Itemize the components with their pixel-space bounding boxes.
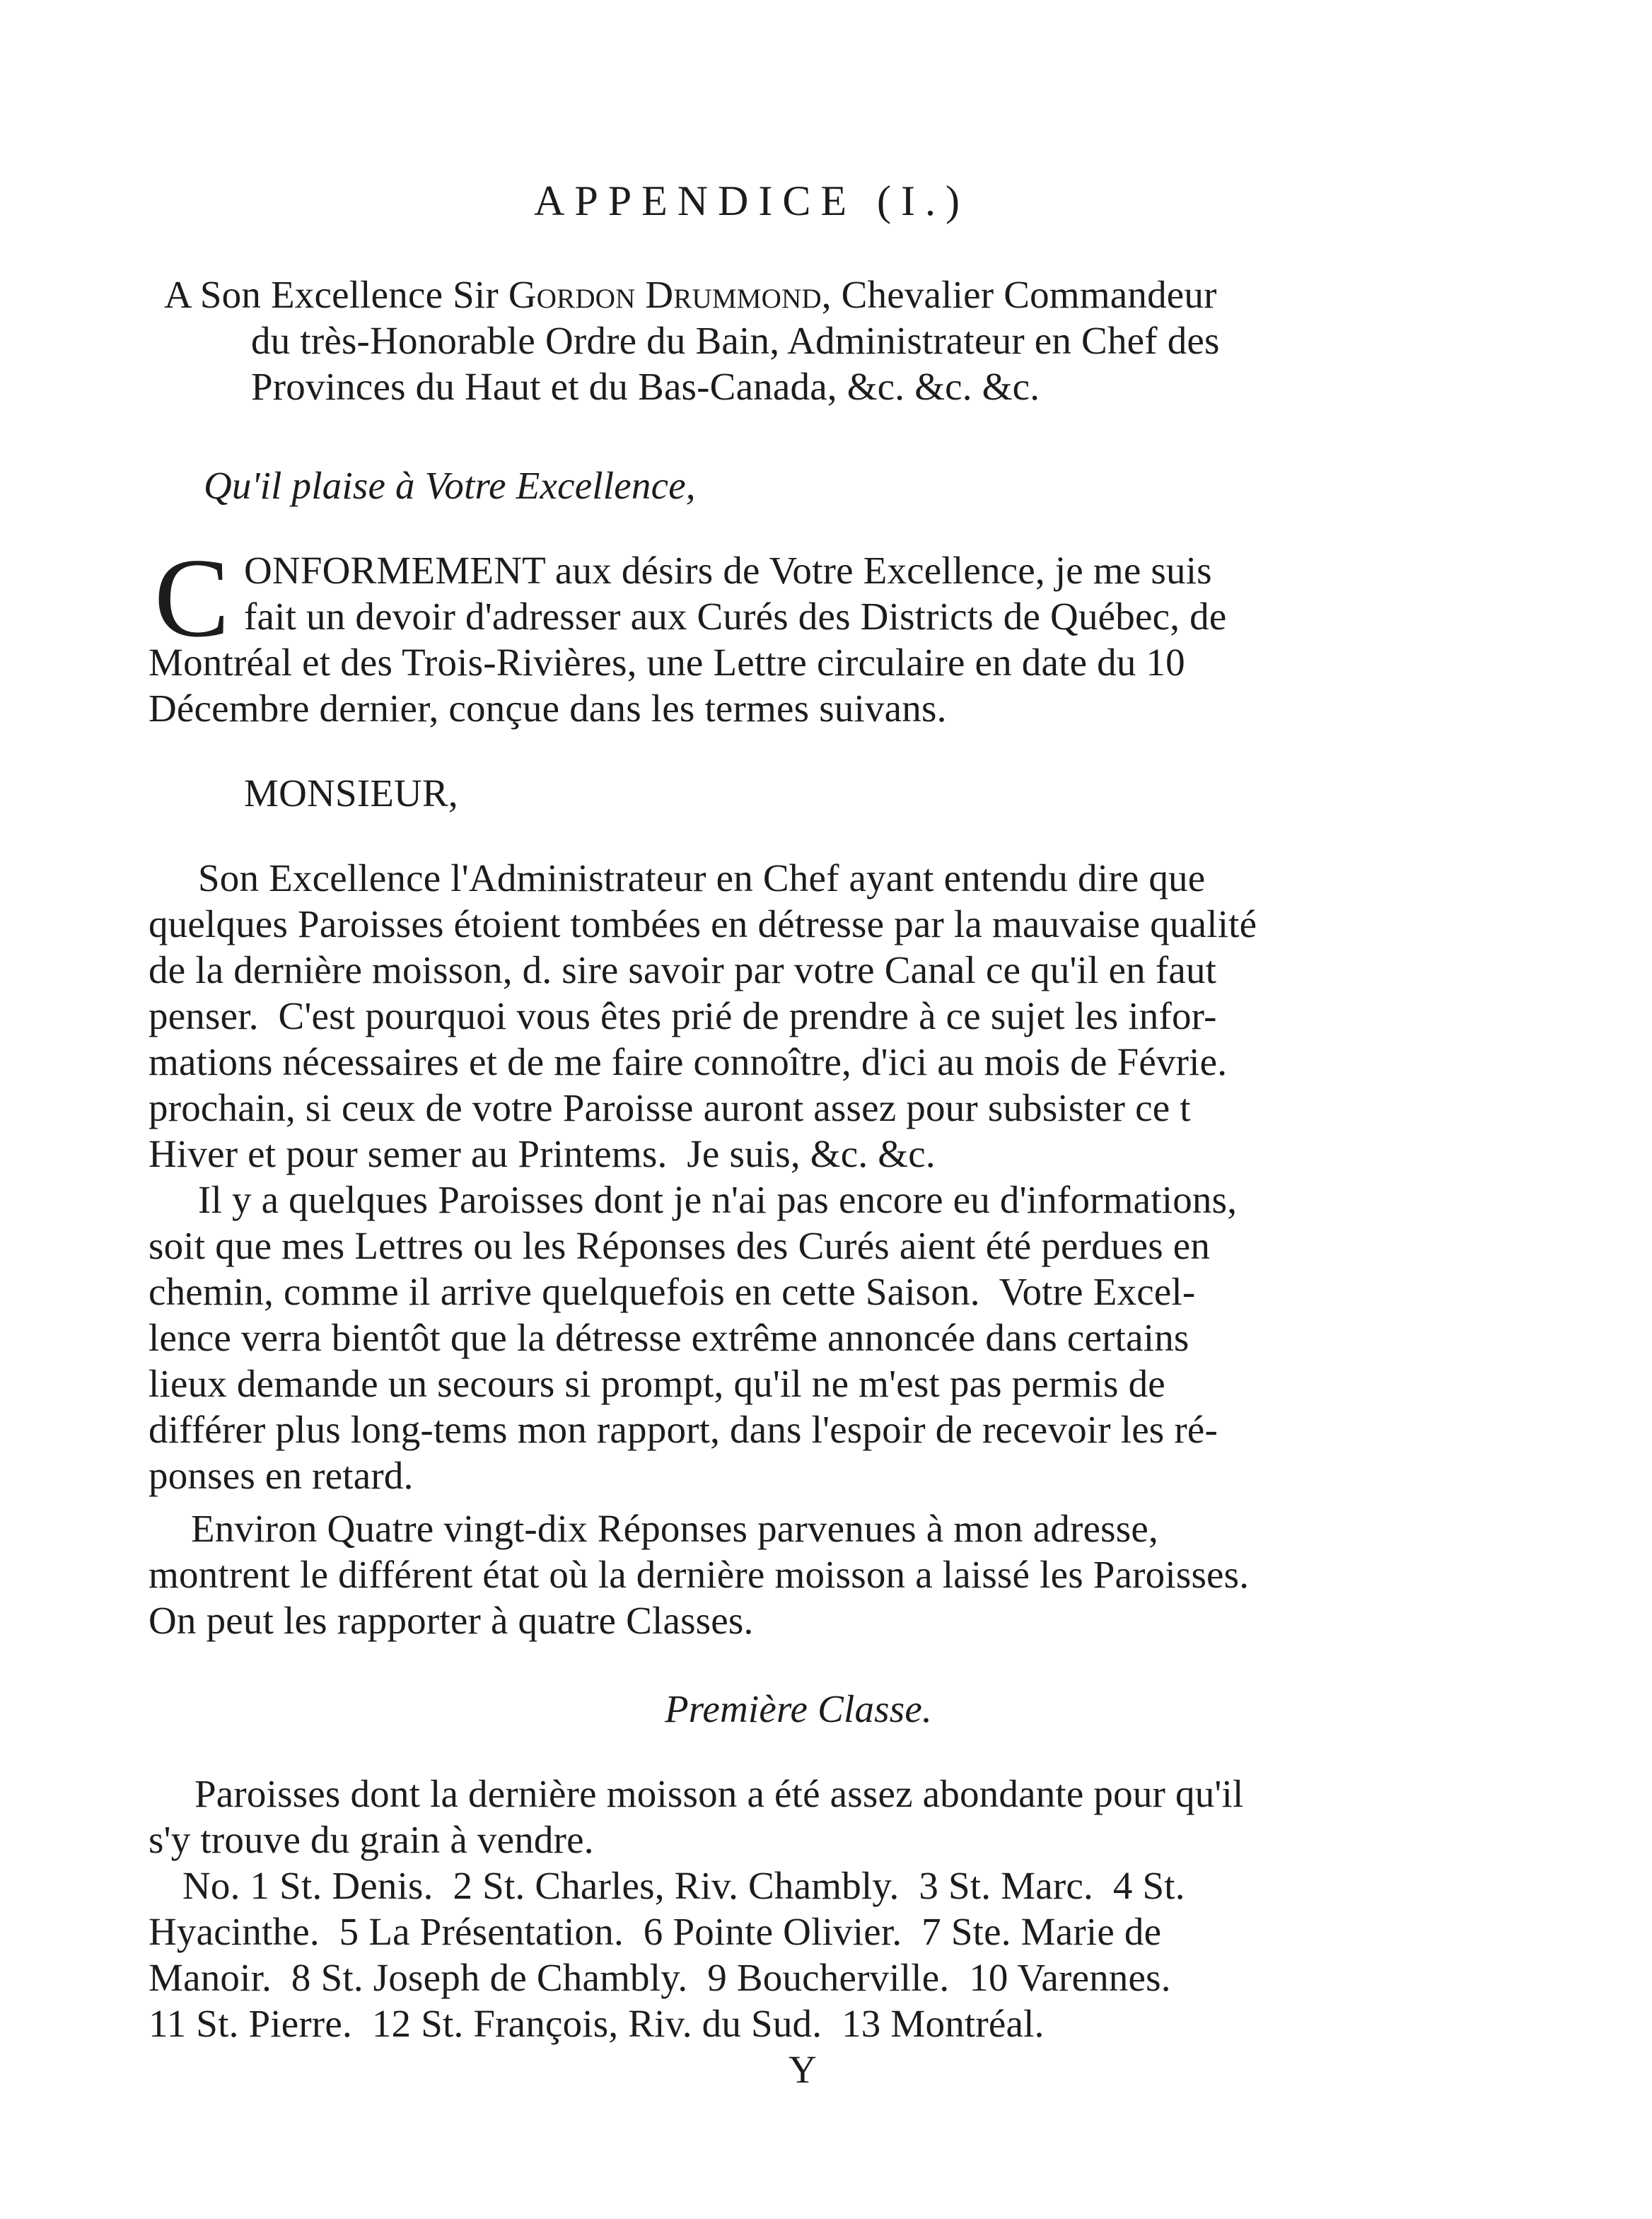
- report-line: lence verra bientôt que la détresse extrême annoncée dans certains: [149, 1316, 1189, 1359]
- parish-list-line: Manoir. 8 St. Joseph de Chambly. 9 Boucherville. 10 Varennes.: [149, 1956, 1171, 1999]
- letter-line: penser. C'est pourquoi vous êtes prié de prendre à ce sujet les infor-: [149, 994, 1217, 1037]
- parish-list-line: Hyacinthe. 5 La Présentation. 6 Pointe Olivier. 7 Ste. Marie de: [149, 1910, 1162, 1953]
- address-line-1-prefix: A Son Excellence Sir: [164, 273, 508, 316]
- drop-cap: C: [154, 535, 230, 660]
- report-line: Il y a quelques Paroisses dont je n'ai pas encore eu d'informations,: [198, 1178, 1238, 1221]
- signature-mark: Y: [789, 2048, 817, 2091]
- letter-line: Hiver et pour semer au Printems. Je suis, &c. &c.: [149, 1132, 936, 1175]
- address-line-1-name: Gordon Drummond: [508, 273, 822, 316]
- intro-line-2: fait un devoir d'adresser aux Curés des Districts de Québec, de: [244, 595, 1227, 638]
- address-line-1: [164, 272, 1217, 318]
- classe-intro-line: Paroisses dont la dernière moisson a été assez abondante pour qu'il: [194, 1772, 1244, 1815]
- address-line-2: du très-Honorable Ordre du Bain, Administrateur en Chef des: [251, 319, 1220, 362]
- intro-line-3: Montréal et des Trois-Rivières, une Lettre circulaire en date du 10: [149, 641, 1185, 684]
- environ-line: Environ Quatre vingt-dix Réponses parvenues à mon adresse,: [191, 1507, 1158, 1550]
- address-line-3: Provinces du Haut et du Bas-Canada, &c. &c. &c.: [251, 365, 1040, 408]
- page-title: APPENDICE (I.): [534, 177, 970, 224]
- classe-intro-line: s'y trouve du grain à vendre.: [149, 1818, 594, 1861]
- report-line: ponses en retard.: [149, 1454, 414, 1497]
- intro-line-1: ONFORMEMENT aux désirs de Votre Excellence, je me suis: [244, 549, 1212, 592]
- letter-line: mations nécessaires et de me faire connoître, d'ici au mois de Févrie.: [149, 1040, 1228, 1083]
- letter-line: Son Excellence l'Administrateur en Chef ayant entendu dire que: [198, 856, 1206, 899]
- letter-salutation: MONSIEUR,: [244, 771, 458, 815]
- report-line: lieux demande un secours si prompt, qu'il ne m'est pas permis de: [149, 1362, 1165, 1405]
- salutation: Qu'il plaise à Votre Excellence,: [204, 464, 696, 507]
- letter-line: quelques Paroisses étoient tombées en détresse par la mauvaise qualité: [149, 902, 1257, 945]
- section-heading: Première Classe.: [665, 1687, 932, 1730]
- report-line: différer plus long-tems mon rapport, dans l'espoir de recevoir les ré-: [149, 1408, 1218, 1451]
- parish-list-line: No. 1 St. Denis. 2 St. Charles, Riv. Chambly. 3 St. Marc. 4 St.: [182, 1864, 1185, 1907]
- environ-line: On peut les rapporter à quatre Classes.: [149, 1599, 754, 1642]
- intro-line-4: Décembre dernier, conçue dans les termes suivans.: [149, 687, 947, 730]
- letter-line: de la dernière moisson, d. sire savoir par votre Canal ce qu'il en faut: [149, 948, 1217, 991]
- letter-line: prochain, si ceux de votre Paroisse auront assez pour subsister ce t: [149, 1086, 1191, 1129]
- report-line: soit que mes Lettres ou les Réponses des Curés aient été perdues en: [149, 1224, 1211, 1267]
- environ-line: montrent le différent état où la dernière moisson a laissé les Paroisses.: [149, 1553, 1250, 1596]
- report-line: chemin, comme il arrive quelquefois en cette Saison. Votre Excel-: [149, 1270, 1196, 1313]
- address-line-1-suffix: , Chevalier Commandeur: [821, 273, 1217, 316]
- parish-list-line: 11 St. Pierre. 12 St. François, Riv. du Sud. 13 Montréal.: [149, 2002, 1045, 2045]
